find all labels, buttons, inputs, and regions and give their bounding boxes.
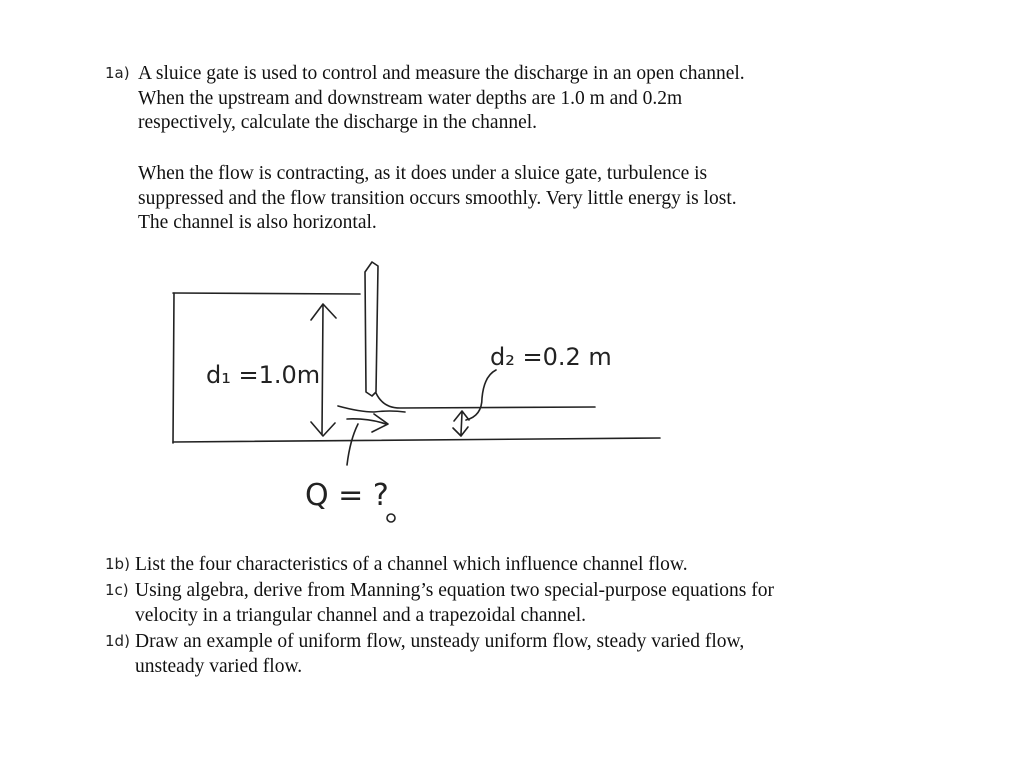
question-1b-text: List the four characteristics of a channel which influence channel flow. [135, 554, 688, 575]
question-1c-line-1: Using algebra, derive from Manning’s equation two special-purpose equations for [135, 580, 774, 601]
sluice-gate [365, 262, 378, 396]
question-number-1d: 1d) [105, 632, 130, 650]
question-1a-line-3: respectively, calculate the discharge in the channel. [138, 112, 538, 133]
channel-floor [173, 438, 660, 442]
small-circle-mark [387, 514, 395, 522]
context-line-2: suppressed and the flow transition occurs smoothly. Very little energy is lost. [138, 187, 737, 209]
upstream-water-surface [173, 293, 360, 294]
upstream-left-wall [173, 293, 174, 443]
d2-dimension-arrow [453, 411, 469, 436]
q-label: Q = ? [305, 478, 389, 513]
question-1d [105, 630, 745, 679]
question-1c [105, 579, 774, 628]
context-line-3: The channel is also horizontal. [138, 212, 377, 233]
question-number-1b: 1b) [105, 555, 130, 573]
question-1a-line-2: When the upstream and downstream water depths are 1.0 m and 0.2m [138, 87, 683, 109]
d2-leader-line [466, 370, 496, 420]
question-number-1a: 1a) [105, 64, 130, 82]
question-1d-line-2: unsteady varied flow. [135, 655, 303, 677]
question-number-1c: 1c) [105, 581, 129, 599]
d2-label: d₂ =0.2 m [490, 343, 612, 371]
question-1c-line-2: velocity in a triangular channel and a trapezoidal channel. [135, 604, 587, 626]
downstream-water-surface [376, 393, 595, 408]
flow-arrow [347, 414, 388, 432]
question-1a-line-1: A sluice gate is used to control and measure the discharge in an open channel. [138, 63, 745, 84]
question-1b [105, 553, 688, 578]
d1-label: d₁ =1.0m [206, 361, 321, 389]
question-1d-line-1: Draw an example of uniform flow, unsteady uniform flow, steady varied flow, [135, 631, 745, 652]
context-line-1: When the flow is contracting, as it does under a sluice gate, turbulence is [138, 163, 708, 184]
q-leader-line [347, 424, 358, 465]
